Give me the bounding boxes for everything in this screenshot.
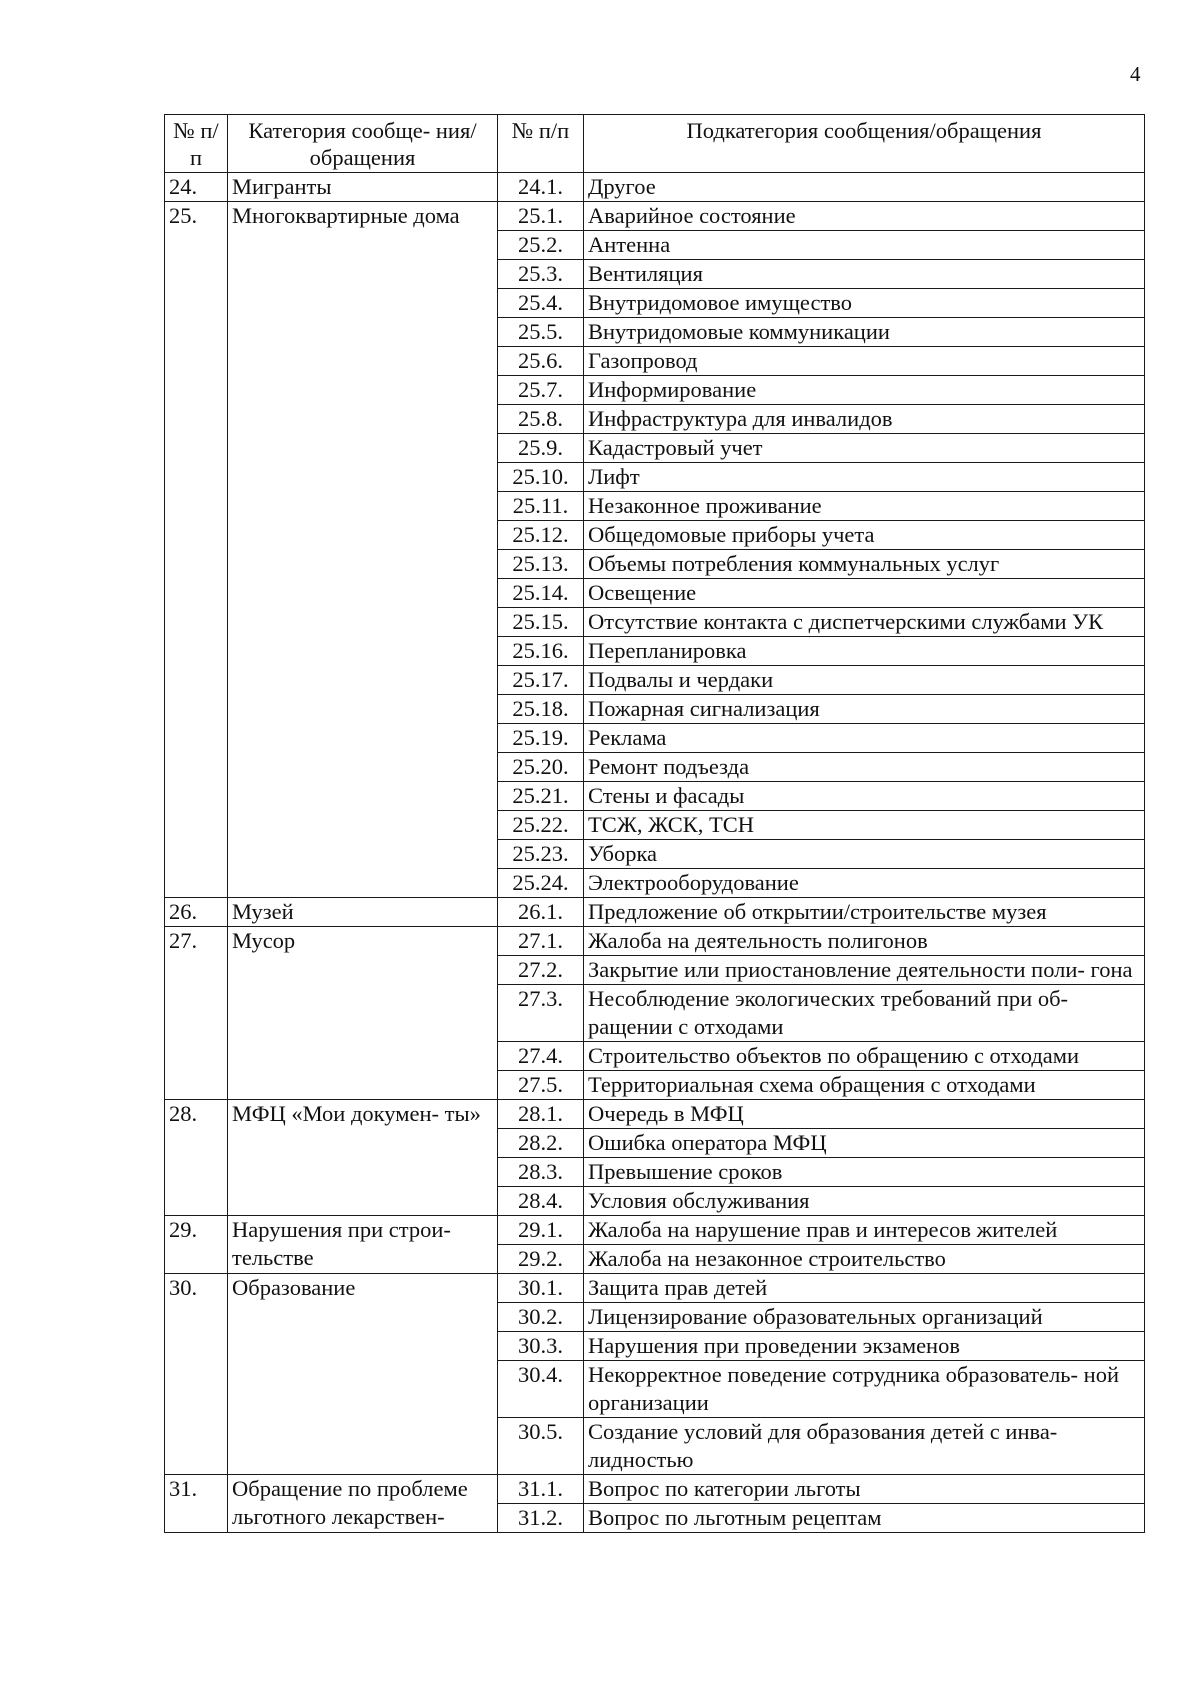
- subcategory-name: Внутридомовое имущество: [584, 289, 1145, 318]
- subcategory-number: 25.12.: [498, 521, 584, 550]
- subcategory-name: Защита прав детей: [584, 1274, 1145, 1303]
- subcategory-name: Ремонт подъезда: [584, 753, 1145, 782]
- subcategory-name: Электрооборудование: [584, 869, 1145, 898]
- subcategory-number: 25.6.: [498, 347, 584, 376]
- category-number: 25.: [165, 202, 228, 898]
- subcategory-name: Кадастровый учет: [584, 434, 1145, 463]
- subcategory-number: 27.1.: [498, 927, 584, 956]
- table-row: [165, 1216, 1145, 1245]
- category-name: Нарушения при строи- тельстве: [228, 1216, 498, 1274]
- category-name: Образование: [228, 1274, 498, 1475]
- subcategory-number: 25.2.: [498, 231, 584, 260]
- subcategory-number: 26.1.: [498, 898, 584, 927]
- category-number: 28.: [165, 1100, 228, 1216]
- header-category: Категория сообще- ния/обращения: [228, 115, 498, 173]
- subcategory-number: 27.3.: [498, 985, 584, 1042]
- subcategory-number: 25.1.: [498, 202, 584, 231]
- subcategory-number: 25.18.: [498, 695, 584, 724]
- subcategory-number: 30.3.: [498, 1332, 584, 1361]
- subcategory-number: 28.3.: [498, 1158, 584, 1187]
- subcategory-name: Вопрос по льготным рецептам: [584, 1504, 1145, 1533]
- subcategory-name: Лицензирование образовательных организаций: [584, 1303, 1145, 1332]
- category-table: [164, 114, 1145, 1533]
- table-row: [165, 1274, 1145, 1303]
- category-name: Обращение по проблеме льготного лекарствен-: [228, 1475, 498, 1533]
- subcategory-number: 25.21.: [498, 782, 584, 811]
- page-number: 4: [1130, 62, 1141, 86]
- subcategory-number: 25.17.: [498, 666, 584, 695]
- subcategory-name: Предложение об открытии/строительстве музея: [584, 898, 1145, 927]
- subcategory-number: 25.14.: [498, 579, 584, 608]
- subcategory-number: 25.8.: [498, 405, 584, 434]
- subcategory-name: Перепланировка: [584, 637, 1145, 666]
- subcategory-number: 25.23.: [498, 840, 584, 869]
- subcategory-name: Жалоба на нарушение прав и интересов жителей: [584, 1216, 1145, 1245]
- category-name: Мигранты: [228, 173, 498, 202]
- subcategory-name: Аварийное состояние: [584, 202, 1145, 231]
- subcategory-number: 28.1.: [498, 1100, 584, 1129]
- table-row: [165, 173, 1145, 202]
- subcategory-name: Условия обслуживания: [584, 1187, 1145, 1216]
- table-header-row: [165, 115, 1145, 173]
- subcategory-name: Инфраструктура для инвалидов: [584, 405, 1145, 434]
- category-name: Мусор: [228, 927, 498, 1100]
- subcategory-number: 25.4.: [498, 289, 584, 318]
- subcategory-number: 25.9.: [498, 434, 584, 463]
- header-num: № п/п: [165, 115, 228, 173]
- subcategory-number: 25.20.: [498, 753, 584, 782]
- table-row: [165, 1100, 1145, 1129]
- subcategory-name: Превышение сроков: [584, 1158, 1145, 1187]
- subcategory-number: 25.10.: [498, 463, 584, 492]
- table-row: [165, 927, 1145, 956]
- subcategory-name: Информирование: [584, 376, 1145, 405]
- subcategory-name: Ошибка оператора МФЦ: [584, 1129, 1145, 1158]
- category-name: МФЦ «Мои докумен- ты»: [228, 1100, 498, 1216]
- subcategory-number: 27.5.: [498, 1071, 584, 1100]
- subcategory-number: 24.1.: [498, 173, 584, 202]
- subcategory-name: Отсутствие контакта с диспетчерскими службами УК: [584, 608, 1145, 637]
- subcategory-number: 30.4.: [498, 1361, 584, 1418]
- subcategory-number: 29.1.: [498, 1216, 584, 1245]
- subcategory-number: 25.15.: [498, 608, 584, 637]
- subcategory-name: Газопровод: [584, 347, 1145, 376]
- subcategory-number: 29.2.: [498, 1245, 584, 1274]
- category-number: 27.: [165, 927, 228, 1100]
- subcategory-name: Закрытие или приостановление деятельности поли- гона: [584, 956, 1145, 985]
- subcategory-name: Жалоба на незаконное строительство: [584, 1245, 1145, 1274]
- subcategory-number: 30.1.: [498, 1274, 584, 1303]
- subcategory-number: 27.4.: [498, 1042, 584, 1071]
- category-number: 30.: [165, 1274, 228, 1475]
- subcategory-name: Реклама: [584, 724, 1145, 753]
- category-number: 31.: [165, 1475, 228, 1533]
- subcategory-number: 27.2.: [498, 956, 584, 985]
- subcategory-name: ТСЖ, ЖСК, ТСН: [584, 811, 1145, 840]
- category-name: Музей: [228, 898, 498, 927]
- subcategory-number: 30.2.: [498, 1303, 584, 1332]
- subcategory-name: Очередь в МФЦ: [584, 1100, 1145, 1129]
- subcategory-number: 31.2.: [498, 1504, 584, 1533]
- subcategory-name: Лифт: [584, 463, 1145, 492]
- subcategory-number: 25.13.: [498, 550, 584, 579]
- subcategory-number: 31.1.: [498, 1475, 584, 1504]
- header-subnum: № п/п: [498, 115, 584, 173]
- subcategory-name: Строительство объектов по обращению с отходами: [584, 1042, 1145, 1071]
- subcategory-name: Антенна: [584, 231, 1145, 260]
- subcategory-name: Общедомовые приборы учета: [584, 521, 1145, 550]
- subcategory-name: Стены и фасады: [584, 782, 1145, 811]
- subcategory-name: Несоблюдение экологических требований при об- ращении с отходами: [584, 985, 1145, 1042]
- subcategory-number: 28.4.: [498, 1187, 584, 1216]
- subcategory-name: Пожарная сигнализация: [584, 695, 1145, 724]
- subcategory-name: Внутридомовые коммуникации: [584, 318, 1145, 347]
- subcategory-name: Вопрос по категории льготы: [584, 1475, 1145, 1504]
- subcategory-name: Подвалы и чердаки: [584, 666, 1145, 695]
- table-row: [165, 898, 1145, 927]
- header-subcategory: Подкатегория сообщения/обращения: [584, 115, 1145, 173]
- subcategory-name: Уборка: [584, 840, 1145, 869]
- subcategory-name: Некорректное поведение сотрудника образователь- ной организации: [584, 1361, 1145, 1418]
- subcategory-name: Нарушения при проведении экзаменов: [584, 1332, 1145, 1361]
- subcategory-name: Другое: [584, 173, 1145, 202]
- subcategory-number: 25.16.: [498, 637, 584, 666]
- subcategory-name: Создание условий для образования детей с инва- лидностью: [584, 1418, 1145, 1475]
- subcategory-number: 25.11.: [498, 492, 584, 521]
- subcategory-name: Освещение: [584, 579, 1145, 608]
- subcategory-name: Территориальная схема обращения с отходами: [584, 1071, 1145, 1100]
- category-number: 29.: [165, 1216, 228, 1274]
- subcategory-number: 25.5.: [498, 318, 584, 347]
- subcategory-number: 25.7.: [498, 376, 584, 405]
- subcategory-number: 25.19.: [498, 724, 584, 753]
- category-number: 26.: [165, 898, 228, 927]
- category-number: 24.: [165, 173, 228, 202]
- subcategory-name: Незаконное проживание: [584, 492, 1145, 521]
- subcategory-name: Жалоба на деятельность полигонов: [584, 927, 1145, 956]
- subcategory-number: 30.5.: [498, 1418, 584, 1475]
- subcategory-number: 28.2.: [498, 1129, 584, 1158]
- subcategory-number: 25.3.: [498, 260, 584, 289]
- table-row: [165, 1475, 1145, 1504]
- subcategory-number: 25.24.: [498, 869, 584, 898]
- table-body: [165, 173, 1145, 1533]
- subcategory-number: 25.22.: [498, 811, 584, 840]
- subcategory-name: Объемы потребления коммунальных услуг: [584, 550, 1145, 579]
- category-name: Многоквартирные дома: [228, 202, 498, 898]
- table-row: [165, 202, 1145, 231]
- subcategory-name: Вентиляция: [584, 260, 1145, 289]
